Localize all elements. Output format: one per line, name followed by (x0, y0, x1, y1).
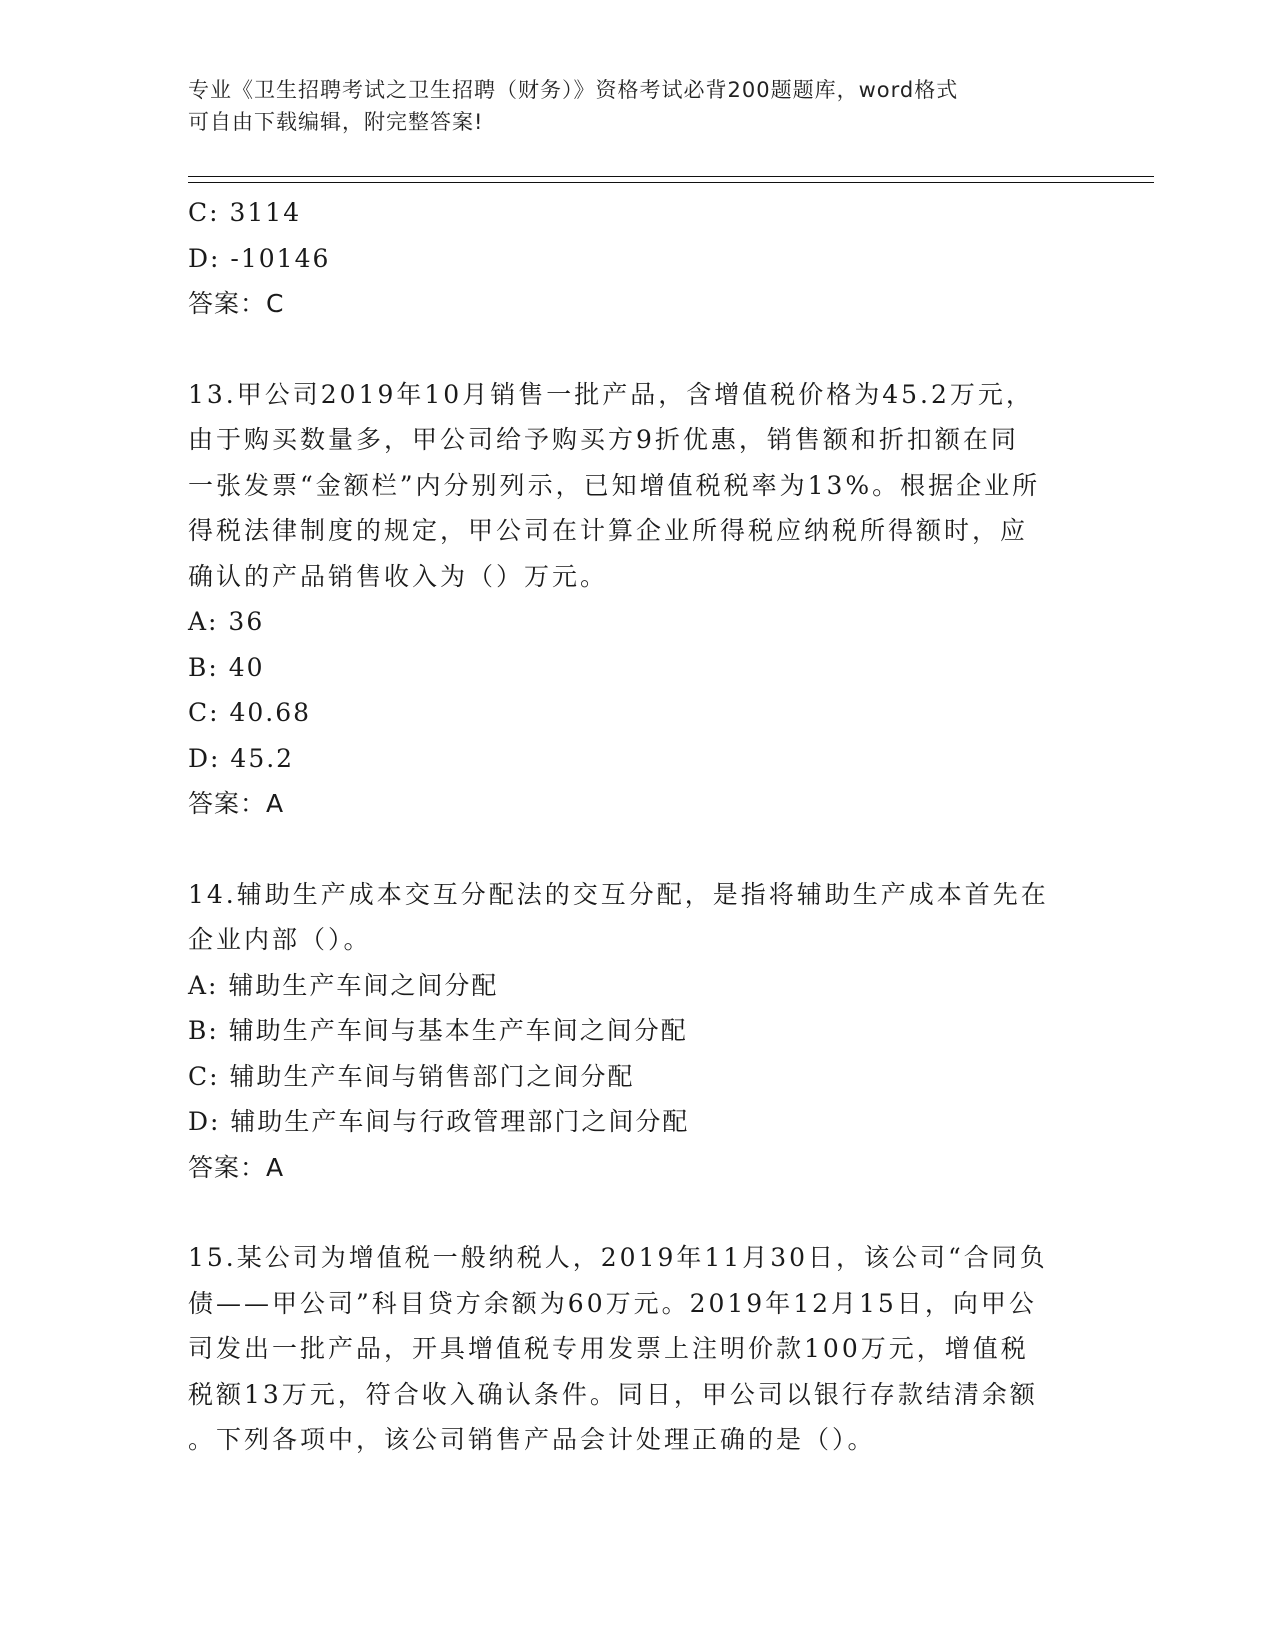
answer-line: 答案：A (188, 789, 285, 818)
question-14 (188, 872, 1088, 963)
answer-line: 答案：A (188, 1152, 285, 1182)
question-text-line: 得税法律制度的规定，甲公司在计算企业所得税应纳税所得额时，应 (188, 516, 1029, 545)
option-d: D: 45.2 (188, 743, 295, 773)
header-divider-bottom (188, 182, 1154, 183)
answer-line: 答案：C (188, 289, 285, 318)
header-divider-top (188, 176, 1154, 177)
page-header (188, 74, 1068, 138)
option-a: A: 辅助生产车间之间分配 (188, 970, 499, 1000)
document-body (188, 190, 1088, 1463)
question-text-line: 税额13万元，符合收入确认条件。同日，甲公司以银行存款结清余额 (188, 1379, 1038, 1409)
option-c: C: 40.68 (188, 698, 312, 727)
question-text-line: 15.某公司为增值税一般纳税人，2019年11月30日，该公司“合同负 (188, 1243, 1048, 1272)
option-a: A: 36 (188, 607, 265, 636)
header-line-1: 专业《卫生招聘考试之卫生招聘（财务）》资格考试必背200题题库，word格式 (188, 78, 959, 102)
header-line-2: 可自由下载编辑，附完整答案! (188, 110, 484, 134)
question-text-line: 14.辅助生产成本交互分配法的交互分配，是指将辅助生产成本首先在 (188, 879, 1049, 909)
option-d: D: -10146 (188, 243, 331, 273)
option-b: B: 辅助生产车间与基本生产车间之间分配 (188, 1016, 688, 1045)
question-text-line: 债——甲公司”科目贷方余额为60万元。2019年12月15日，向甲公 (188, 1288, 1037, 1318)
option-c: C: 3114 (188, 198, 302, 227)
question-text-line: 企业内部（）。 (188, 925, 372, 954)
option-d: D: 辅助生产车间与行政管理部门之间分配 (188, 1107, 690, 1136)
question-15 (188, 1235, 1088, 1463)
option-b: B: 40 (188, 652, 265, 682)
question-12-tail (188, 190, 1088, 327)
question-text-line: 确认的产品销售收入为（）万元。 (188, 561, 609, 591)
question-text-line: 一张发票“金额栏”内分别列示，已知增值税税率为13%。根据企业所 (188, 470, 1041, 500)
question-13 (188, 372, 1088, 600)
question-text-line: 13.甲公司2019年10月销售一批产品，含增值税价格为45.2万元， (188, 379, 1034, 409)
option-c: C: 辅助生产车间与销售部门之间分配 (188, 1061, 635, 1091)
question-text-line: 由于购买数量多，甲公司给予购买方9折优惠，销售额和折扣额在同 (188, 425, 1019, 454)
question-text-line: 司发出一批产品，开具增值税专用发票上注明价款100万元，增值税 (188, 1334, 1029, 1363)
question-text-line: 。下列各项中，该公司销售产品会计处理正确的是（）。 (188, 1425, 876, 1454)
